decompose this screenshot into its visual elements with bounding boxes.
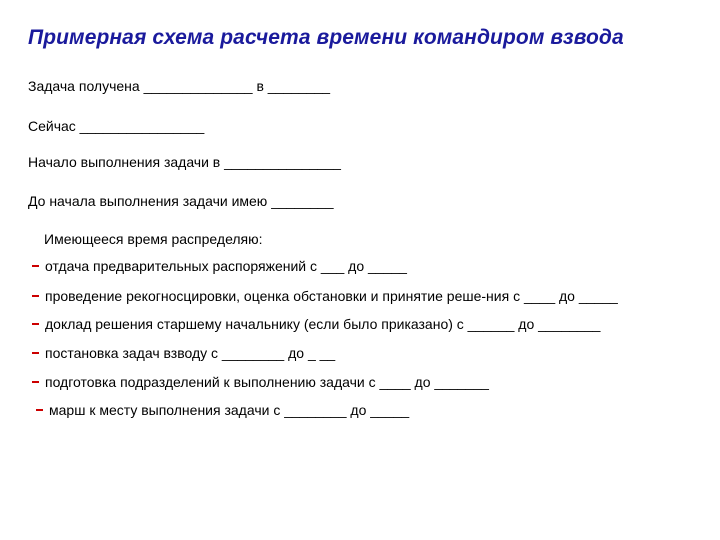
dash-bullet-icon [32,295,39,297]
list-item [32,345,335,361]
list-item-text: марш к месту выполнения задачи с ________ до _____ [49,402,410,418]
list-item [36,402,409,418]
list-item-text: доклад решения старшему начальнику (если было приказано) с ______ до ________ [45,316,601,332]
task-received-line: Задача получена ______________ в ________ [28,78,331,94]
dash-bullet-icon [32,265,39,267]
current-time-line: Сейчас ________________ [28,118,205,134]
list-item [32,316,600,332]
available-time-line: До начала выполнения задачи имею ________ [28,193,334,209]
list-item-text: подготовка подразделений к выполнению задачи с ____ до _______ [45,374,489,390]
dash-bullet-icon [36,409,43,411]
list-item-text: проведение рекогносцировки, оценка обстановки и принятие реше-ния с ____ до _____ [45,288,618,304]
list-item [32,258,407,274]
dash-bullet-icon [32,381,39,383]
list-item [32,288,618,304]
task-start-line: Начало выполнения задачи в _______________ [28,154,341,170]
list-item-text: постановка задач взводу с ________ до _ __ [45,345,336,361]
list-item [32,374,489,390]
distribution-heading: Имеющееся время распределяю: [44,231,263,247]
dash-bullet-icon [32,352,39,354]
list-item-text: отдача предварительных распоряжений с ___ до _____ [45,258,407,274]
page-title: Примерная схема расчета времени командиром взвода [28,26,624,49]
dash-bullet-icon [32,323,39,325]
